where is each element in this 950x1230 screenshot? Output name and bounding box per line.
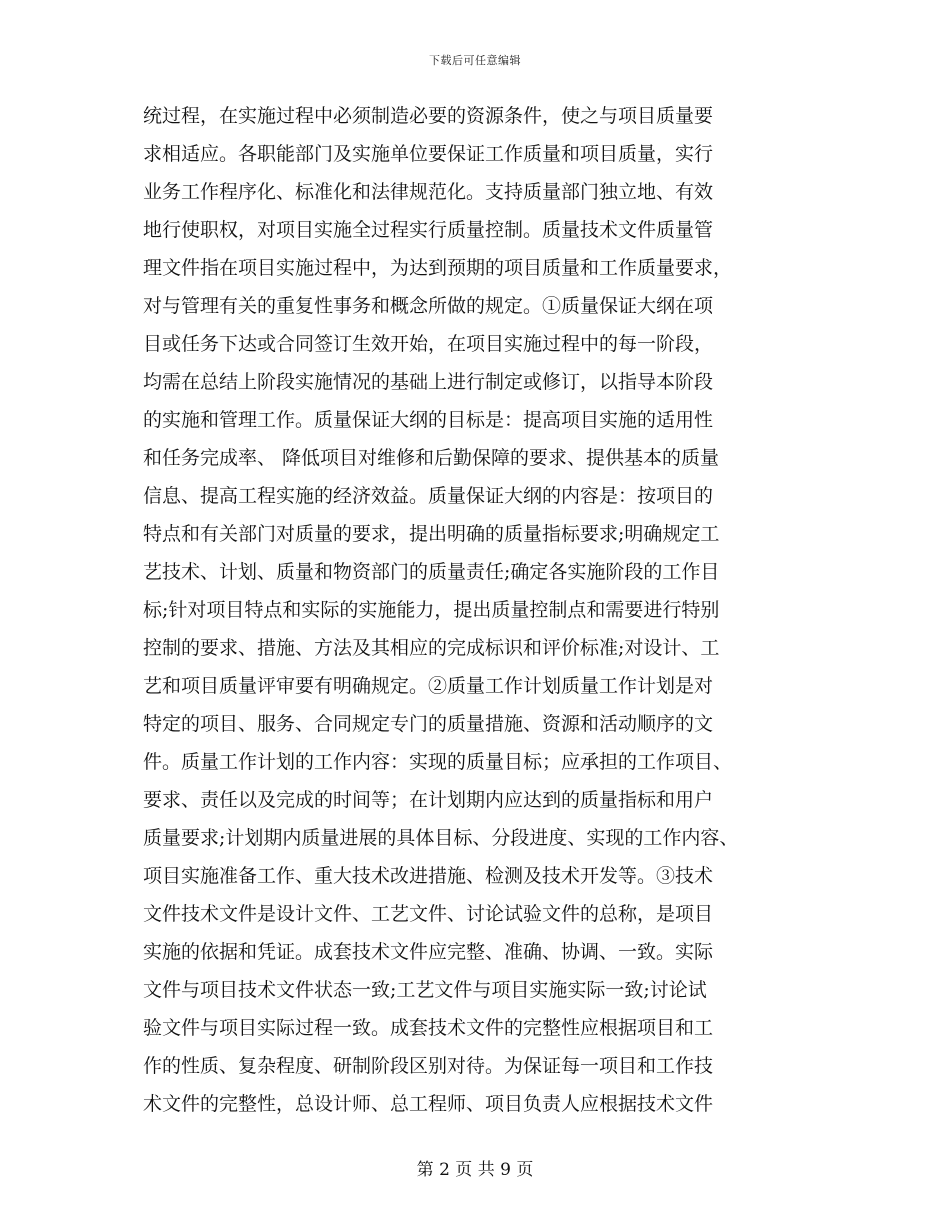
text-line: 文件技术文件是设计文件、工艺文件、讨论试验文件的总称，是项目 <box>143 903 714 925</box>
text-line: 信息、提高工程实施的经济效益。质量保证大纲的内容是：按项目的 <box>143 485 714 507</box>
text-line: 控制的要求、措施、方法及其相应的完成标识和评价标准;对设计、工 <box>143 637 720 659</box>
text-line: 理文件指在项目实施过程中，为达到预期的项目质量和工作质量要求， <box>143 257 733 279</box>
text-line: 实施的依据和凭证。成套技术文件应完整、准确、协调、一致。实际 <box>143 941 714 963</box>
text-line: 文件与项目技术文件状态一致;工艺文件与项目实施实际一致;讨论试 <box>143 979 707 1001</box>
text-line: 业务工作程序化、标准化和法律规范化。支持质量部门独立地、有效 <box>143 181 714 203</box>
text-line: 均需在总结上阶段实施情况的基础上进行制定或修订，以指导本阶段 <box>143 371 714 393</box>
text-line: 地行使职权，对项目实施全过程实行质量控制。质量技术文件质量管 <box>143 219 714 241</box>
text-line: 特点和有关部门对质量的要求，提出明确的质量指标要求;明确规定工 <box>143 523 720 545</box>
text-line: 统过程，在实施过程中必须制造必要的资源条件，使之与项目质量要 <box>143 105 714 127</box>
text-line: 质量要求;计划期内质量进展的具体目标、分段进度、实现的工作内容、 <box>143 827 739 849</box>
text-line: 术文件的完整性，总设计师、总工程师、项目负责人应根据技术文件 <box>143 1093 714 1115</box>
text-line: 件。质量工作计划的工作内容：实现的质量目标；应承担的工作项目、 <box>143 751 733 773</box>
page-number: 第 2 页 共 9 页 <box>416 1160 534 1180</box>
text-line: 标;针对项目特点和实际的实施能力，提出质量控制点和需要进行特别 <box>143 599 720 621</box>
text-line: 目或任务下达或合同签订生效开始，在项目实施过程中的每一阶段， <box>143 333 714 355</box>
text-line: 的实施和管理工作。质量保证大纲的目标是：提高项目实施的适用性 <box>143 409 714 431</box>
text-line: 要求、责任以及完成的时间等；在计划期内应达到的质量指标和用户 <box>143 789 714 811</box>
text-line: 艺技术、计划、质量和物资部门的质量责任;确定各实施阶段的工作目 <box>143 561 720 583</box>
page-header: 下载后可任意编辑 <box>429 54 521 67</box>
text-line: 验文件与项目实际过程一致。成套技术文件的完整性应根据项目和工 <box>143 1017 714 1039</box>
text-line: 项目实施准备工作、重大技术改进措施、检测及技术开发等。③技术 <box>143 865 714 887</box>
text-line: 求相适应。各职能部门及实施单位要保证工作质量和项目质量，实行 <box>143 143 714 165</box>
text-line: 特定的项目、服务、合同规定专门的质量措施、资源和活动顺序的文 <box>143 713 714 735</box>
text-line: 作的性质、复杂程度、研制阶段区别对待。为保证每一项目和工作技 <box>143 1055 714 1077</box>
text-line: 对与管理有关的重复性事务和概念所做的规定。①质量保证大纲在项 <box>143 295 714 317</box>
text-line: 和任务完成率、 降低项目对维修和后勤保障的要求、提供基本的质量 <box>143 447 720 469</box>
text-line: 艺和项目质量评审要有明确规定。②质量工作计划质量工作计划是对 <box>143 675 714 697</box>
